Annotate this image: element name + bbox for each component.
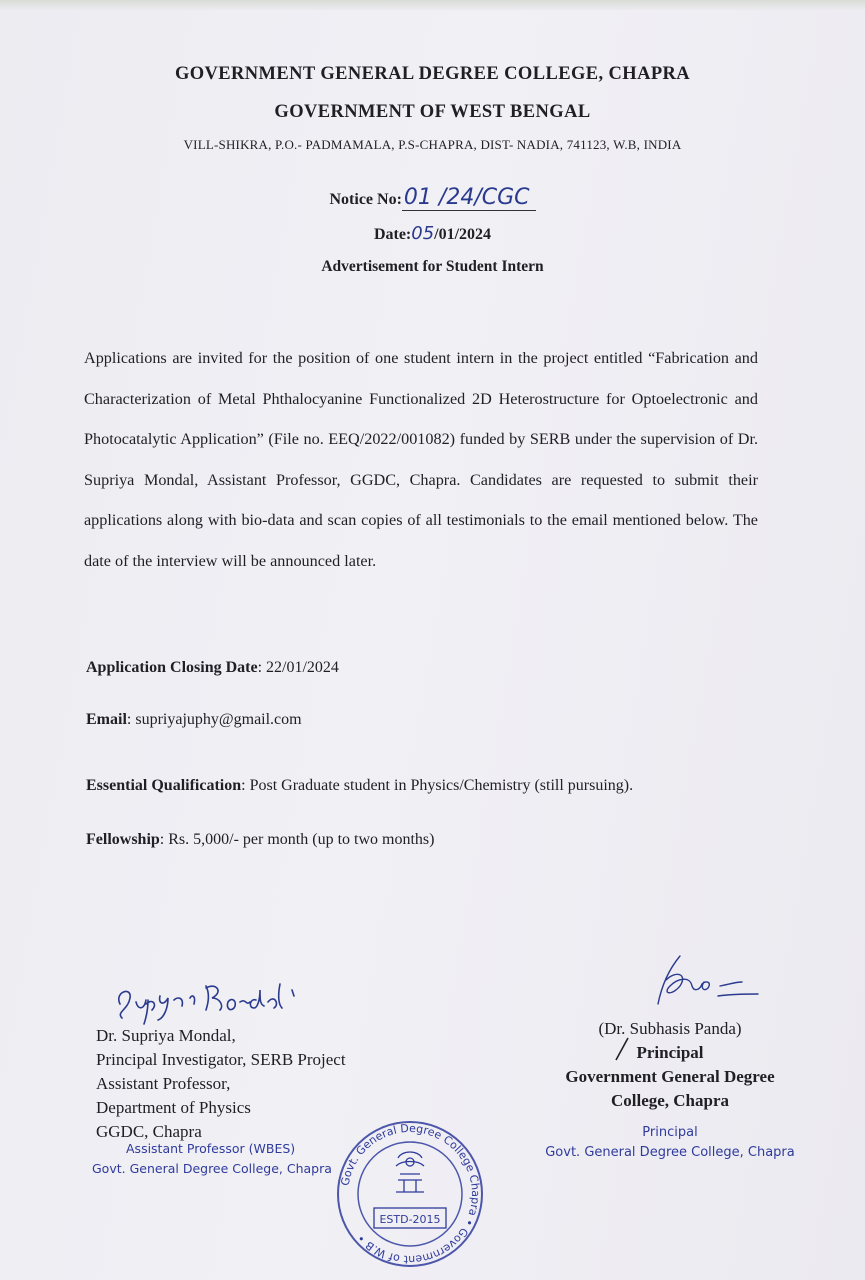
qualification-field <box>86 777 633 795</box>
right-signatory-college-1: Government General Degree <box>565 1067 775 1086</box>
closing-date-value: : 22/01/2024 <box>257 659 339 676</box>
right-stamp-line-1: Principal <box>642 1125 698 1140</box>
left-signatory-name: Dr. Supriya Mondal, <box>96 1026 236 1045</box>
left-signatory-role-2: Assistant Professor, <box>96 1074 231 1093</box>
college-address: VILL-SHIKRA, P.O.- PADMAMALA, P.S-CHAPRA, DIST- NADIA, 741123, W.B, INDIA <box>183 137 682 152</box>
right-signatory-title: Principal <box>636 1043 704 1062</box>
fellowship-field <box>86 831 434 849</box>
email-value: : supriyajuphy@gmail.com <box>126 711 302 728</box>
right-signatory-name: (Dr. Subhasis Panda) <box>598 1019 742 1038</box>
notice-title: Advertisement for Student Intern <box>321 258 544 275</box>
fellowship-label: Fellowship <box>86 831 160 848</box>
date-day-handwritten: 05 <box>411 223 435 244</box>
left-signatory-role-1: Principal Investigator, SERB Project <box>96 1050 346 1069</box>
notice-date-row <box>0 223 865 244</box>
notice-number-row <box>0 185 865 210</box>
notice-label: Notice No: <box>329 191 402 208</box>
right-signatory-college-2: College, Chapra <box>610 1091 730 1110</box>
emblem-icon <box>396 1152 424 1192</box>
page-top-edge <box>0 0 865 10</box>
left-signatory-role-3: Department of Physics <box>96 1098 251 1117</box>
college-name: GOVERNMENT GENERAL DEGREE COLLEGE, CHAPRA <box>174 64 691 84</box>
government-name: GOVERNMENT OF WEST BENGAL <box>274 102 591 122</box>
seal-estd-text: ESTD-2015 <box>379 1213 441 1226</box>
left-stamp-line-1: Assistant Professor (WBES) <box>126 1141 296 1156</box>
qualification-label: Essential Qualification <box>86 777 242 794</box>
left-signature <box>110 976 330 1026</box>
fellowship-value: : Rs. 5,000/- per month (up to two months) <box>159 831 435 848</box>
right-stamp-line-2: Govt. General Degree College, Chapra <box>545 1145 795 1160</box>
notice-number-handwritten: 01 /24/CGC <box>402 185 536 211</box>
left-rubber-stamp <box>92 1139 332 1179</box>
notice-body-paragraph: Applications are invited for the position of one student intern in the project entitled “Fabrication and Characterization of Metal Phthalocyanine Functionalized 2D Heterostructure for Optoelectronic and Photocatalytic Application” (File no. EEQ/2022/001082) funded by SERB under the supervision of Dr. Supriya Mondal, Assistant Professor, GGDC, Chapra. Candidates are requested to submit their applications along with bio-data and scan copies of all testimonials to the email mentioned below. The date of the interview will be announced later. <box>84 349 758 570</box>
closing-date-field <box>86 659 339 677</box>
college-seal-stamp <box>330 1118 490 1268</box>
email-field <box>86 711 302 729</box>
closing-date-label: Application Closing Date <box>86 659 258 676</box>
left-signatory-block <box>96 1024 346 1144</box>
right-signature <box>640 950 770 1010</box>
left-signatory-role-4: GGDC, Chapra <box>96 1122 202 1141</box>
seal-ring-text: Govt. General Degree College Chapra • Government of W.B • <box>338 1121 483 1267</box>
left-stamp-line-2: Govt. General Degree College, Chapra <box>92 1161 332 1176</box>
email-label: Email <box>86 711 127 728</box>
right-rubber-stamp <box>520 1123 820 1163</box>
right-signatory-block <box>520 1017 820 1113</box>
qualification-value: : Post Graduate student in Physics/Chemistry (still pursuing). <box>241 777 634 794</box>
date-label: Date: <box>373 226 412 243</box>
date-rest: /01/2024 <box>434 226 492 243</box>
